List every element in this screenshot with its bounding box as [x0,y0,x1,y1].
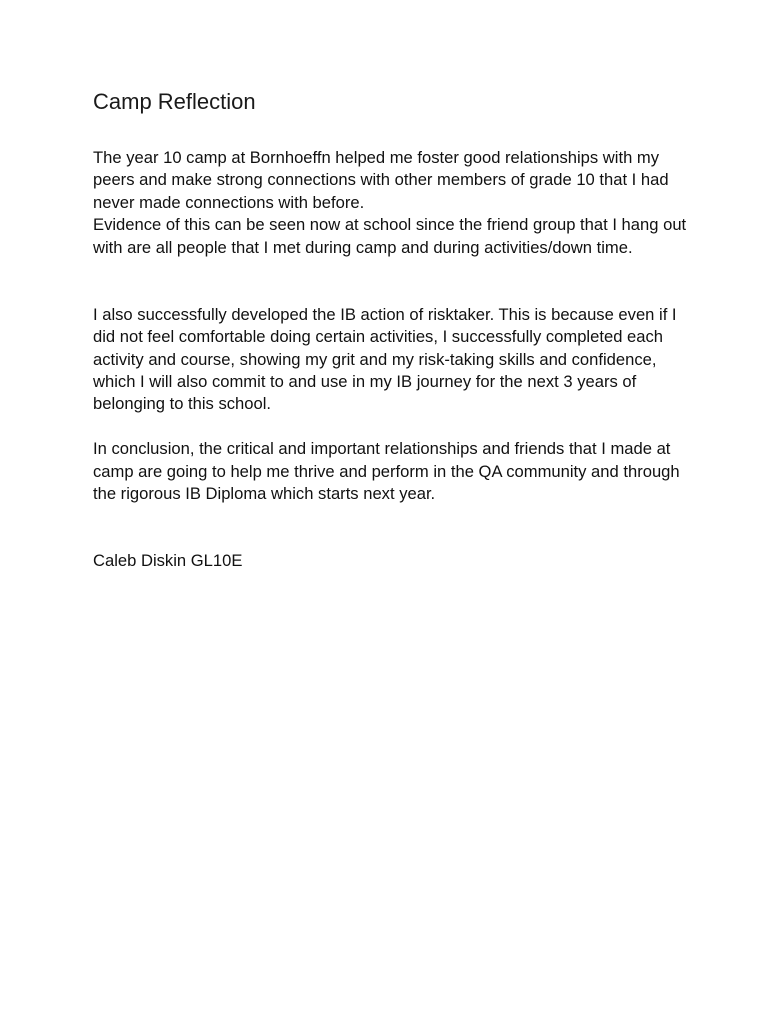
document-title: Camp Reflection [93,89,256,114]
paragraph-camp-relationships: The year 10 camp at Bornhoeffn helped me foster good relationships with my peers and make strong connections with other members of grade 10 that I had never made connections with before. [93,148,669,212]
paragraph-conclusion: In conclusion, the critical and important relationships and friends that I made at camp are going to help me thrive and perform in the QA community and through the rigorous IB Diploma which starts next year. [93,439,680,504]
document-body [93,88,693,573]
paragraph-risktaker: I also successfully developed the IB action of risktaker. This is because even if I did not feel comfortable doing certain activities, I successfully completed each activity and course, showing my grit and my risk-taking skills and confidence, which I will also commit to and use in my IB journey for the next 3 years of belonging to this school. [93,304,677,414]
signature: Caleb Diskin GL10E [93,551,243,571]
paragraph-evidence: Evidence of this can be seen now at school since the friend group that I hang out with are all people that I met during camp and during activities/down time. [93,215,687,257]
